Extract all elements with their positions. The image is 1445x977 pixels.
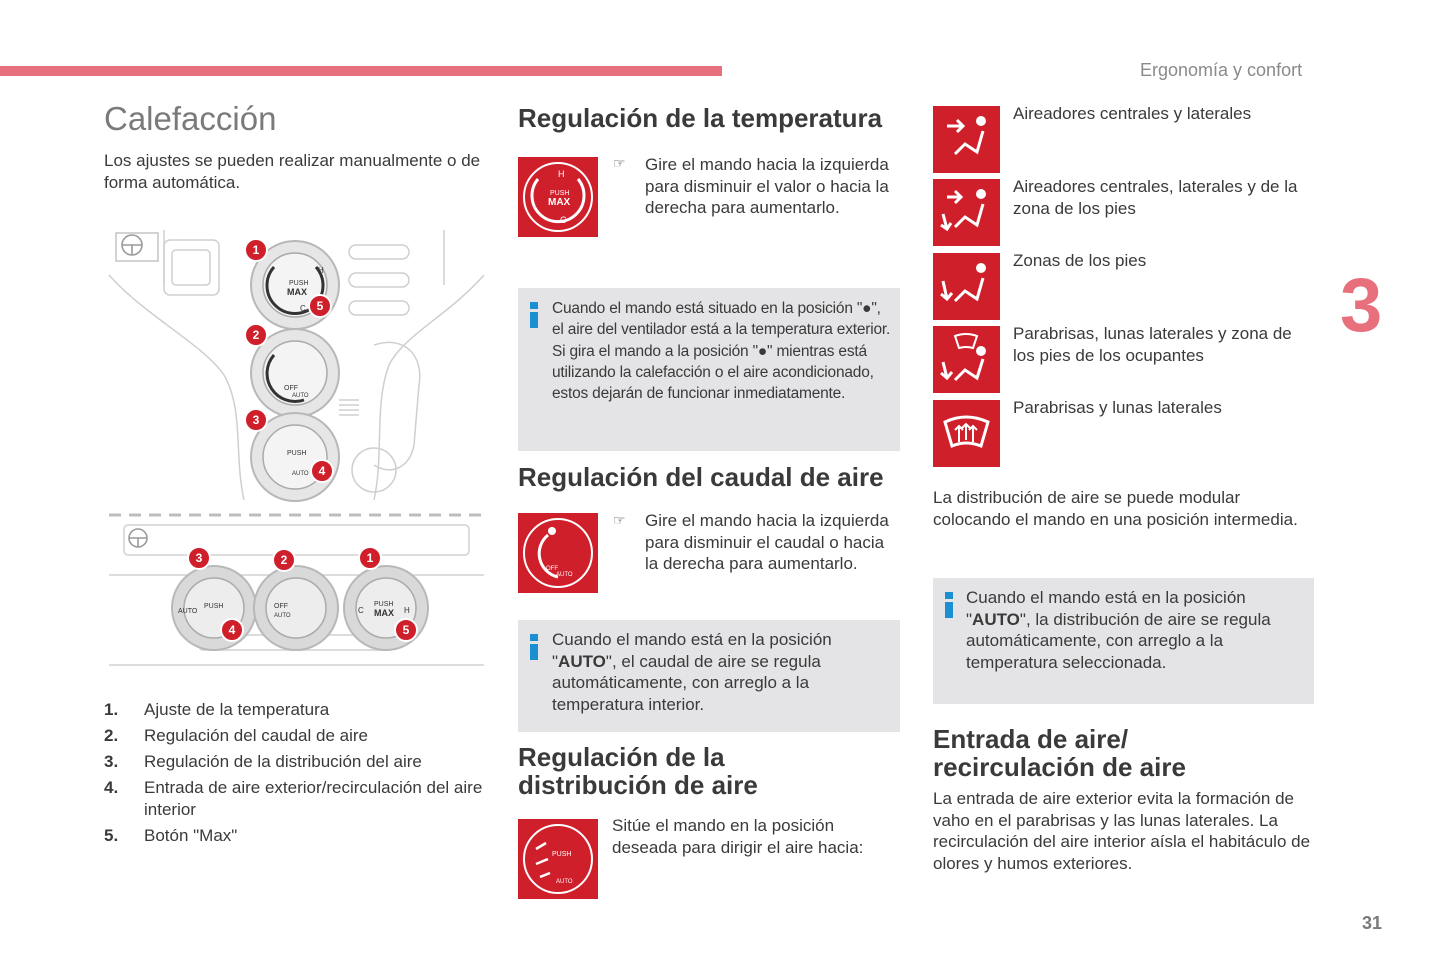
icon-text-4: Parabrisas, lunas laterales y zona de los pies de los ocupantes — [1013, 324, 1292, 365]
info-icon — [945, 592, 953, 618]
temperature-info-box — [518, 288, 900, 451]
icon-text-5: Parabrisas y lunas laterales — [1013, 398, 1222, 417]
lower-knob-flow — [254, 566, 338, 650]
svg-text:PUSH: PUSH — [374, 601, 394, 608]
svg-text:AUTO: AUTO — [292, 393, 309, 399]
svg-text:2: 2 — [252, 328, 260, 342]
marker-1-lower — [359, 547, 381, 569]
svg-text:AUTO: AUTO — [274, 613, 291, 619]
svg-text:1: 1 — [252, 243, 260, 257]
page-number: 31 — [1362, 913, 1383, 933]
svg-text:PUSH: PUSH — [204, 603, 224, 610]
svg-text:AUTO: AUTO — [178, 608, 198, 615]
temperature-text: Gire el mando hacia la izquierda para disminuir el valor o hacia la derecha para aumentarlo. — [645, 155, 889, 217]
svg-text:3: 3 — [195, 551, 203, 565]
info-text-1: Cuando el mando está situado en la posición "●", el aire del ventilador está a la temperatura exterior. — [552, 300, 891, 339]
vent-face-feet-icon — [933, 179, 1000, 246]
modulate-text: La distribución de aire se puede modular colocando el mando en una posición intermedia. — [933, 488, 1298, 529]
svg-text:PUSH: PUSH — [552, 851, 572, 858]
svg-text:OFF: OFF — [546, 566, 558, 572]
svg-text:2: 2 — [280, 553, 288, 567]
header-accent-bar — [0, 66, 722, 76]
vent-face-icon — [933, 106, 1000, 173]
svg-text:5: 5 — [402, 623, 410, 637]
svg-text:MAX: MAX — [287, 287, 307, 297]
marker-5-lower — [395, 619, 417, 641]
recirculation-text: La entrada de aire exterior evita la formación de vaho en el parabrisas y las lunas laterales. La recirculación del aire interior aísla el habitáculo de olores y humos exteriores. — [933, 789, 1311, 873]
svg-text:PUSH: PUSH — [289, 280, 309, 287]
control-panel-diagram — [104, 225, 489, 685]
icon-text-3: Zonas de los pies — [1013, 251, 1147, 270]
info-icon — [530, 302, 538, 328]
section-title: Ergonomía y confort — [1140, 60, 1303, 80]
svg-text:OFF: OFF — [274, 603, 288, 610]
distribution-heading: Regulación de la distribución de aire — [518, 742, 758, 800]
flow-text: Gire el mando hacia la izquierda para disminuir el caudal o hacia la derecha para aumentarlo. — [645, 511, 889, 573]
svg-text:C: C — [560, 215, 567, 225]
vent-feet-icon — [933, 253, 1000, 320]
marker-3-lower — [188, 547, 210, 569]
marker-4-lower — [221, 619, 243, 641]
flow-info-text: Cuando el mando está en la posición "AUTO", el caudal de aire se regula automáticamente, con arreglo a la temperatura interior. — [552, 630, 832, 714]
pointer-icon: ☞ — [613, 512, 626, 528]
chapter-number: 3 — [1340, 263, 1383, 348]
svg-text:H: H — [558, 169, 565, 179]
info-icon — [530, 634, 538, 660]
icon-text-2: Aireadores centrales, laterales y de la zona de los pies — [1013, 177, 1298, 218]
recirculation-heading: Entrada de aire/ recirculación de aire — [933, 724, 1186, 782]
marker-5-upper — [309, 295, 331, 317]
intro-text: Los ajustes se pueden realizar manualmente o de forma automática. — [104, 151, 481, 192]
windshield-defrost-icon — [933, 400, 1000, 467]
svg-text:4: 4 — [318, 464, 326, 478]
marker-4-upper — [311, 460, 333, 482]
svg-text:PUSH: PUSH — [287, 450, 307, 457]
svg-text:PUSH: PUSH — [550, 190, 570, 197]
svg-text:H: H — [318, 266, 324, 275]
info-text-2: Si gira el mando a la posición "●" mientras está utilizando la calefacción o el aire acondicionado, estos dejarán de funcionar inmediatamente. — [552, 342, 874, 403]
svg-text:H: H — [404, 606, 410, 615]
svg-text:C: C — [300, 304, 306, 313]
svg-text:1: 1 — [366, 551, 374, 565]
control-panel-illustration — [104, 225, 489, 685]
svg-text:3: 3 — [252, 413, 260, 427]
svg-text:MAX: MAX — [548, 197, 571, 208]
svg-text:AUTO: AUTO — [292, 471, 309, 477]
marker-2-upper — [245, 324, 267, 346]
lower-knob-distribution — [172, 566, 256, 650]
icon-text-1: Aireadores centrales y laterales — [1013, 104, 1252, 123]
marker-3-upper — [245, 409, 267, 431]
flow-info-box — [518, 620, 900, 732]
distribution-text: Sitúe el mando en la posición deseada para dirigir el aire hacia: — [612, 816, 864, 857]
distribution-info-text: Cuando el mando está en la posición "AUTO", la distribución de aire se regula automáticamente, con arreglo a la temperatura seleccionada. — [966, 588, 1271, 672]
flow-knob-icon — [518, 513, 598, 593]
windshield-feet-icon — [933, 326, 1000, 393]
pointer-icon: ☞ — [613, 155, 626, 171]
temperature-knob-icon — [518, 157, 598, 237]
svg-text:MAX: MAX — [374, 608, 394, 618]
marker-1-upper — [245, 239, 267, 261]
svg-text:5: 5 — [316, 299, 324, 313]
temperature-heading: Regulación de la temperatura — [518, 103, 883, 133]
flow-heading: Regulación del caudal de aire — [518, 462, 884, 492]
svg-text:OFF: OFF — [284, 385, 298, 392]
marker-2-lower — [273, 549, 295, 571]
svg-text:AUTO: AUTO — [556, 879, 573, 885]
svg-text:4: 4 — [228, 623, 236, 637]
page-title: Calefacción — [104, 100, 277, 137]
distribution-knob-icon — [518, 819, 598, 899]
distribution-info-box — [933, 578, 1314, 704]
svg-text:C: C — [358, 606, 364, 615]
svg-text:AUTO: AUTO — [556, 572, 573, 578]
